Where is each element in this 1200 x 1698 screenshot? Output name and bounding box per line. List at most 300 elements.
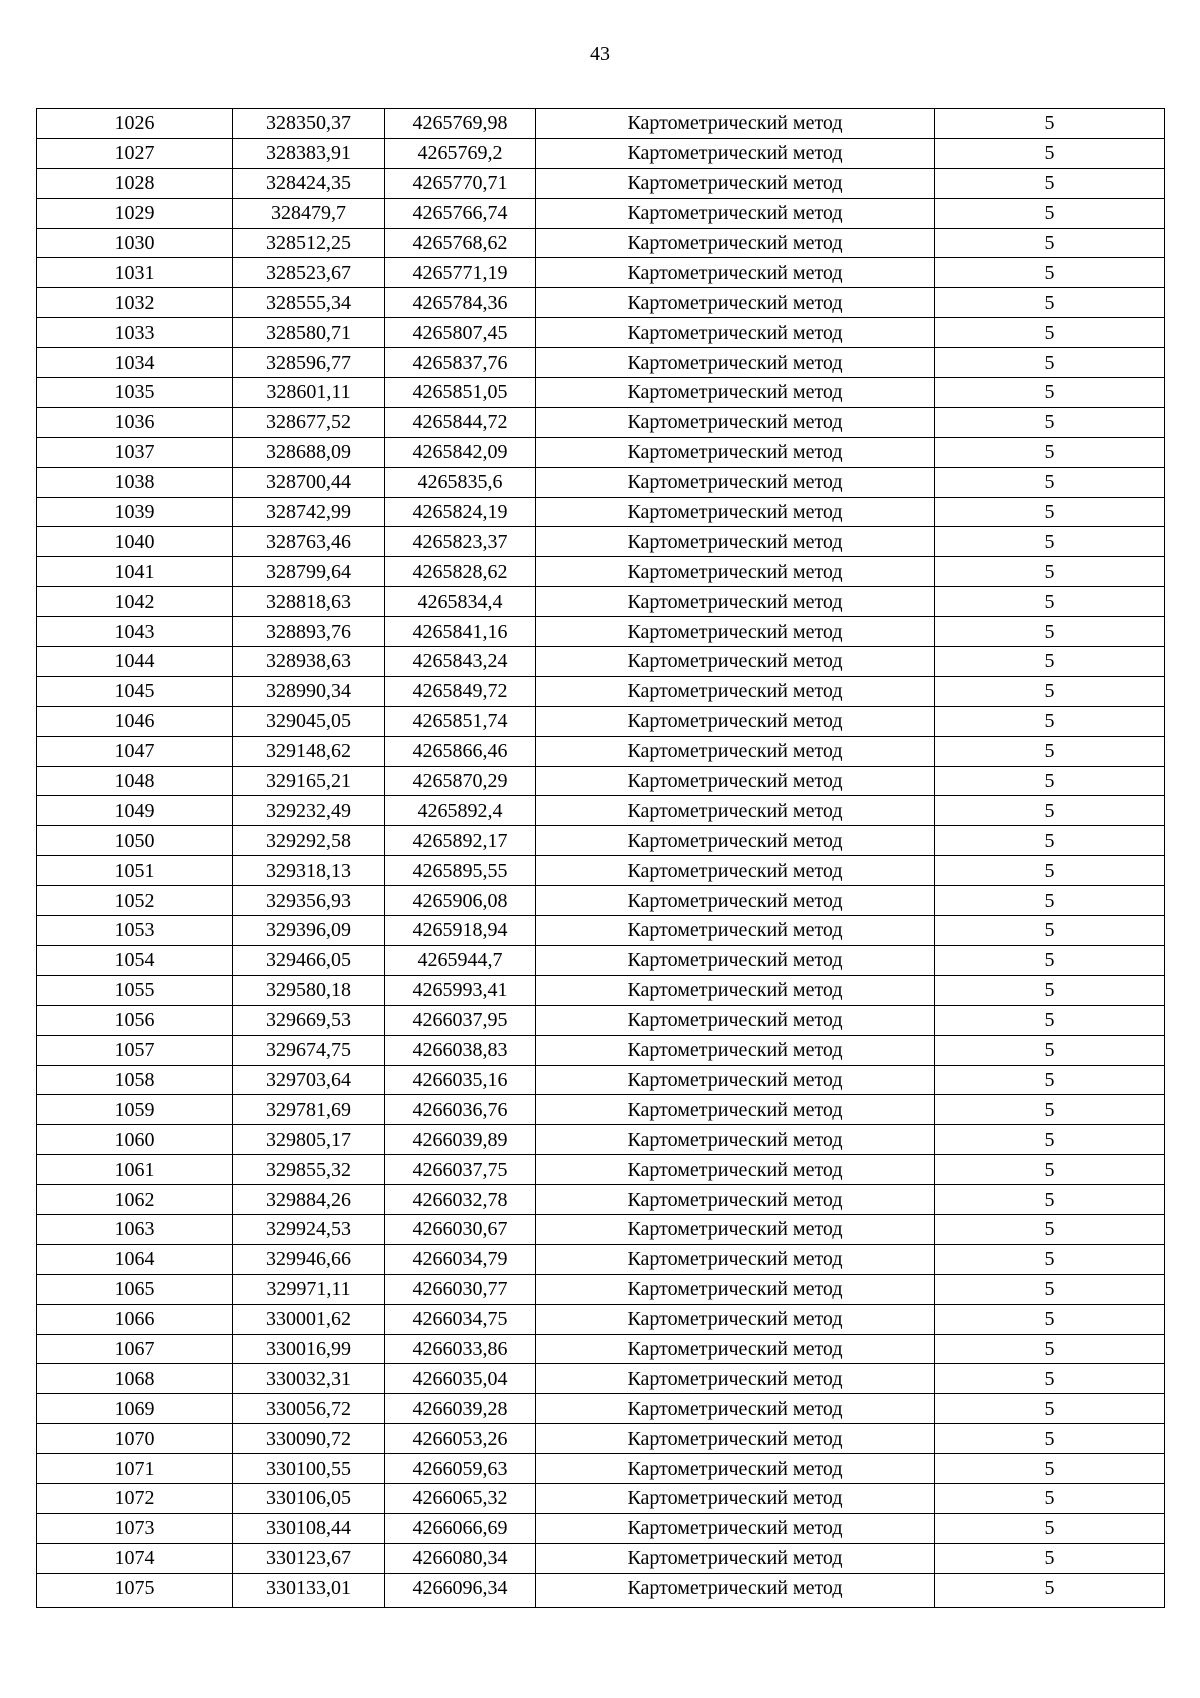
table-row — [37, 527, 1165, 557]
method-cell: Картометрический метод — [536, 288, 935, 318]
point-number-cell: 1049 — [37, 796, 233, 826]
table-row — [37, 198, 1165, 228]
point-number-cell: 1033 — [37, 318, 233, 348]
method-cell: Картометрический метод — [536, 1155, 935, 1185]
point-number-cell: 1058 — [37, 1065, 233, 1095]
y-coordinate-cell: 4265807,45 — [385, 318, 536, 348]
page-number: 43 — [590, 43, 610, 65]
table-row — [37, 975, 1165, 1005]
table-row — [37, 1454, 1165, 1484]
y-coordinate-cell: 4265851,05 — [385, 378, 536, 408]
point-number-cell: 1032 — [37, 288, 233, 318]
x-coordinate-cell: 329971,11 — [233, 1274, 385, 1304]
x-coordinate-cell: 329884,26 — [233, 1185, 385, 1215]
method-cell: Картометрический метод — [536, 1274, 935, 1304]
table-row — [37, 1304, 1165, 1334]
method-cell: Картометрический метод — [536, 826, 935, 856]
x-coordinate-cell: 328938,63 — [233, 647, 385, 677]
y-coordinate-cell: 4265906,08 — [385, 886, 536, 916]
y-coordinate-cell: 4265771,19 — [385, 258, 536, 288]
accuracy-cell: 5 — [935, 1185, 1165, 1215]
method-cell: Картометрический метод — [536, 258, 935, 288]
method-cell: Картометрический метод — [536, 676, 935, 706]
x-coordinate-cell: 328383,91 — [233, 138, 385, 168]
x-coordinate-cell: 328596,77 — [233, 348, 385, 378]
method-cell: Картометрический метод — [536, 527, 935, 557]
accuracy-cell: 5 — [935, 1364, 1165, 1394]
point-number-cell: 1034 — [37, 348, 233, 378]
point-number-cell: 1030 — [37, 228, 233, 258]
table-row — [37, 1543, 1165, 1573]
y-coordinate-cell: 4266066,69 — [385, 1513, 536, 1543]
y-coordinate-cell: 4266053,26 — [385, 1424, 536, 1454]
y-coordinate-cell: 4266039,28 — [385, 1394, 536, 1424]
point-number-cell: 1073 — [37, 1513, 233, 1543]
table-row — [37, 1155, 1165, 1185]
table-row — [37, 1005, 1165, 1035]
y-coordinate-cell: 4265768,62 — [385, 228, 536, 258]
method-cell: Картометрический метод — [536, 706, 935, 736]
x-coordinate-cell: 328763,46 — [233, 527, 385, 557]
x-coordinate-cell: 328677,52 — [233, 407, 385, 437]
accuracy-cell: 5 — [935, 736, 1165, 766]
point-number-cell: 1056 — [37, 1005, 233, 1035]
y-coordinate-cell: 4265823,37 — [385, 527, 536, 557]
accuracy-cell: 5 — [935, 1065, 1165, 1095]
table-row — [37, 348, 1165, 378]
y-coordinate-cell: 4266059,63 — [385, 1454, 536, 1484]
method-cell: Картометрический метод — [536, 945, 935, 975]
point-number-cell: 1061 — [37, 1155, 233, 1185]
x-coordinate-cell: 329165,21 — [233, 766, 385, 796]
table-row — [37, 1095, 1165, 1125]
y-coordinate-cell: 4266032,78 — [385, 1185, 536, 1215]
method-cell: Картометрический метод — [536, 766, 935, 796]
accuracy-cell: 5 — [935, 1274, 1165, 1304]
point-number-cell: 1041 — [37, 557, 233, 587]
table-row — [37, 1244, 1165, 1274]
method-cell: Картометрический метод — [536, 407, 935, 437]
point-number-cell: 1051 — [37, 856, 233, 886]
method-cell: Картометрический метод — [536, 1185, 935, 1215]
accuracy-cell: 5 — [935, 1005, 1165, 1035]
table-row — [37, 407, 1165, 437]
x-coordinate-cell: 328799,64 — [233, 557, 385, 587]
point-number-cell: 1028 — [37, 168, 233, 198]
method-cell: Картометрический метод — [536, 647, 935, 677]
method-cell: Картометрический метод — [536, 886, 935, 916]
method-cell: Картометрический метод — [536, 1304, 935, 1334]
y-coordinate-cell: 4265844,72 — [385, 407, 536, 437]
x-coordinate-cell: 328479,7 — [233, 198, 385, 228]
y-coordinate-cell: 4265993,41 — [385, 975, 536, 1005]
y-coordinate-cell: 4266035,04 — [385, 1364, 536, 1394]
point-number-cell: 1053 — [37, 916, 233, 946]
coordinates-table-body — [37, 109, 1165, 1608]
point-number-cell: 1071 — [37, 1454, 233, 1484]
method-cell: Картометрический метод — [536, 1095, 935, 1125]
table-row — [37, 916, 1165, 946]
point-number-cell: 1048 — [37, 766, 233, 796]
point-number-cell: 1039 — [37, 497, 233, 527]
table-row — [37, 1125, 1165, 1155]
table-row — [37, 1573, 1165, 1607]
method-cell: Картометрический метод — [536, 1065, 935, 1095]
table-row — [37, 1185, 1165, 1215]
accuracy-cell: 5 — [935, 617, 1165, 647]
x-coordinate-cell: 328350,37 — [233, 109, 385, 139]
y-coordinate-cell: 4265769,98 — [385, 109, 536, 139]
table-row — [37, 587, 1165, 617]
accuracy-cell: 5 — [935, 1513, 1165, 1543]
accuracy-cell: 5 — [935, 796, 1165, 826]
y-coordinate-cell: 4265892,17 — [385, 826, 536, 856]
method-cell: Картометрический метод — [536, 975, 935, 1005]
accuracy-cell: 5 — [935, 258, 1165, 288]
x-coordinate-cell: 329781,69 — [233, 1095, 385, 1125]
table-row — [37, 766, 1165, 796]
x-coordinate-cell: 329318,13 — [233, 856, 385, 886]
point-number-cell: 1070 — [37, 1424, 233, 1454]
method-cell: Картометрический метод — [536, 1394, 935, 1424]
table-row — [37, 1483, 1165, 1513]
point-number-cell: 1044 — [37, 647, 233, 677]
point-number-cell: 1068 — [37, 1364, 233, 1394]
method-cell: Картометрический метод — [536, 1214, 935, 1244]
table-row — [37, 138, 1165, 168]
y-coordinate-cell: 4266037,95 — [385, 1005, 536, 1035]
table-row — [37, 497, 1165, 527]
point-number-cell: 1050 — [37, 826, 233, 856]
x-coordinate-cell: 329356,93 — [233, 886, 385, 916]
method-cell: Картометрический метод — [536, 1125, 935, 1155]
accuracy-cell: 5 — [935, 378, 1165, 408]
x-coordinate-cell: 330090,72 — [233, 1424, 385, 1454]
y-coordinate-cell: 4265828,62 — [385, 557, 536, 587]
x-coordinate-cell: 330123,67 — [233, 1543, 385, 1573]
method-cell: Картометрический метод — [536, 318, 935, 348]
y-coordinate-cell: 4265770,71 — [385, 168, 536, 198]
accuracy-cell: 5 — [935, 497, 1165, 527]
point-number-cell: 1059 — [37, 1095, 233, 1125]
x-coordinate-cell: 329805,17 — [233, 1125, 385, 1155]
y-coordinate-cell: 4265842,09 — [385, 437, 536, 467]
point-number-cell: 1066 — [37, 1304, 233, 1334]
x-coordinate-cell: 329946,66 — [233, 1244, 385, 1274]
y-coordinate-cell: 4266034,79 — [385, 1244, 536, 1274]
y-coordinate-cell: 4266037,75 — [385, 1155, 536, 1185]
point-number-cell: 1074 — [37, 1543, 233, 1573]
x-coordinate-cell: 329292,58 — [233, 826, 385, 856]
table-row — [37, 647, 1165, 677]
point-number-cell: 1037 — [37, 437, 233, 467]
table-row — [37, 1065, 1165, 1095]
accuracy-cell: 5 — [935, 676, 1165, 706]
accuracy-cell: 5 — [935, 228, 1165, 258]
accuracy-cell: 5 — [935, 1573, 1165, 1607]
accuracy-cell: 5 — [935, 1035, 1165, 1065]
y-coordinate-cell: 4266065,32 — [385, 1483, 536, 1513]
method-cell: Картометрический метод — [536, 1005, 935, 1035]
x-coordinate-cell: 328700,44 — [233, 467, 385, 497]
table-row — [37, 109, 1165, 139]
y-coordinate-cell: 4266030,67 — [385, 1214, 536, 1244]
x-coordinate-cell: 330001,62 — [233, 1304, 385, 1334]
method-cell: Картометрический метод — [536, 228, 935, 258]
point-number-cell: 1057 — [37, 1035, 233, 1065]
x-coordinate-cell: 329045,05 — [233, 706, 385, 736]
point-number-cell: 1036 — [37, 407, 233, 437]
x-coordinate-cell: 328688,09 — [233, 437, 385, 467]
point-number-cell: 1069 — [37, 1394, 233, 1424]
method-cell: Картометрический метод — [536, 168, 935, 198]
table-row — [37, 1513, 1165, 1543]
y-coordinate-cell: 4265866,46 — [385, 736, 536, 766]
table-row — [37, 617, 1165, 647]
y-coordinate-cell: 4265895,55 — [385, 856, 536, 886]
y-coordinate-cell: 4265843,24 — [385, 647, 536, 677]
x-coordinate-cell: 328601,11 — [233, 378, 385, 408]
table-row — [37, 318, 1165, 348]
table-row — [37, 1364, 1165, 1394]
accuracy-cell: 5 — [935, 587, 1165, 617]
y-coordinate-cell: 4265870,29 — [385, 766, 536, 796]
x-coordinate-cell: 330032,31 — [233, 1364, 385, 1394]
accuracy-cell: 5 — [935, 1334, 1165, 1364]
method-cell: Картометрический метод — [536, 587, 935, 617]
method-cell: Картометрический метод — [536, 1483, 935, 1513]
accuracy-cell: 5 — [935, 288, 1165, 318]
y-coordinate-cell: 4265769,2 — [385, 138, 536, 168]
method-cell: Картометрический метод — [536, 378, 935, 408]
coordinates-table — [36, 108, 1165, 1608]
accuracy-cell: 5 — [935, 1483, 1165, 1513]
y-coordinate-cell: 4265841,16 — [385, 617, 536, 647]
method-cell: Картометрический метод — [536, 467, 935, 497]
accuracy-cell: 5 — [935, 856, 1165, 886]
method-cell: Картометрический метод — [536, 617, 935, 647]
accuracy-cell: 5 — [935, 1155, 1165, 1185]
accuracy-cell: 5 — [935, 437, 1165, 467]
y-coordinate-cell: 4266096,34 — [385, 1573, 536, 1607]
y-coordinate-cell: 4266030,77 — [385, 1274, 536, 1304]
y-coordinate-cell: 4266036,76 — [385, 1095, 536, 1125]
table-row — [37, 856, 1165, 886]
accuracy-cell: 5 — [935, 348, 1165, 378]
table-row — [37, 886, 1165, 916]
accuracy-cell: 5 — [935, 1454, 1165, 1484]
x-coordinate-cell: 330016,99 — [233, 1334, 385, 1364]
table-row — [37, 557, 1165, 587]
y-coordinate-cell: 4266038,83 — [385, 1035, 536, 1065]
point-number-cell: 1027 — [37, 138, 233, 168]
y-coordinate-cell: 4265835,6 — [385, 467, 536, 497]
method-cell: Картометрический метод — [536, 1543, 935, 1573]
x-coordinate-cell: 329669,53 — [233, 1005, 385, 1035]
x-coordinate-cell: 328512,25 — [233, 228, 385, 258]
table-row — [37, 378, 1165, 408]
x-coordinate-cell: 330106,05 — [233, 1483, 385, 1513]
x-coordinate-cell: 329396,09 — [233, 916, 385, 946]
x-coordinate-cell: 329855,32 — [233, 1155, 385, 1185]
method-cell: Картометрический метод — [536, 138, 935, 168]
accuracy-cell: 5 — [935, 1543, 1165, 1573]
accuracy-cell: 5 — [935, 1394, 1165, 1424]
point-number-cell: 1065 — [37, 1274, 233, 1304]
method-cell: Картометрический метод — [536, 348, 935, 378]
accuracy-cell: 5 — [935, 647, 1165, 677]
y-coordinate-cell: 4266035,16 — [385, 1065, 536, 1095]
accuracy-cell: 5 — [935, 318, 1165, 348]
point-number-cell: 1063 — [37, 1214, 233, 1244]
table-row — [37, 258, 1165, 288]
accuracy-cell: 5 — [935, 706, 1165, 736]
y-coordinate-cell: 4265834,4 — [385, 587, 536, 617]
x-coordinate-cell: 328424,35 — [233, 168, 385, 198]
x-coordinate-cell: 330133,01 — [233, 1573, 385, 1607]
accuracy-cell: 5 — [935, 1424, 1165, 1454]
table-row — [37, 945, 1165, 975]
x-coordinate-cell: 330056,72 — [233, 1394, 385, 1424]
accuracy-cell: 5 — [935, 168, 1165, 198]
x-coordinate-cell: 329148,62 — [233, 736, 385, 766]
accuracy-cell: 5 — [935, 467, 1165, 497]
y-coordinate-cell: 4265851,74 — [385, 706, 536, 736]
accuracy-cell: 5 — [935, 1125, 1165, 1155]
point-number-cell: 1055 — [37, 975, 233, 1005]
accuracy-cell: 5 — [935, 1095, 1165, 1125]
method-cell: Картометрический метод — [536, 856, 935, 886]
table-row — [37, 1424, 1165, 1454]
accuracy-cell: 5 — [935, 198, 1165, 228]
method-cell: Картометрический метод — [536, 736, 935, 766]
method-cell: Картометрический метод — [536, 1454, 935, 1484]
point-number-cell: 1026 — [37, 109, 233, 139]
method-cell: Картометрический метод — [536, 437, 935, 467]
method-cell: Картометрический метод — [536, 916, 935, 946]
point-number-cell: 1038 — [37, 467, 233, 497]
point-number-cell: 1047 — [37, 736, 233, 766]
accuracy-cell: 5 — [935, 916, 1165, 946]
x-coordinate-cell: 328555,34 — [233, 288, 385, 318]
y-coordinate-cell: 4266033,86 — [385, 1334, 536, 1364]
method-cell: Картометрический метод — [536, 198, 935, 228]
method-cell: Картометрический метод — [536, 1364, 935, 1394]
y-coordinate-cell: 4266039,89 — [385, 1125, 536, 1155]
method-cell: Картометрический метод — [536, 1573, 935, 1607]
x-coordinate-cell: 328893,76 — [233, 617, 385, 647]
method-cell: Картометрический метод — [536, 1035, 935, 1065]
y-coordinate-cell: 4265892,4 — [385, 796, 536, 826]
accuracy-cell: 5 — [935, 945, 1165, 975]
x-coordinate-cell: 330108,44 — [233, 1513, 385, 1543]
y-coordinate-cell: 4266080,34 — [385, 1543, 536, 1573]
y-coordinate-cell: 4265766,74 — [385, 198, 536, 228]
point-number-cell: 1035 — [37, 378, 233, 408]
accuracy-cell: 5 — [935, 557, 1165, 587]
method-cell: Картометрический метод — [536, 557, 935, 587]
table-row — [37, 228, 1165, 258]
point-number-cell: 1040 — [37, 527, 233, 557]
accuracy-cell: 5 — [935, 975, 1165, 1005]
accuracy-cell: 5 — [935, 138, 1165, 168]
accuracy-cell: 5 — [935, 886, 1165, 916]
table-row — [37, 736, 1165, 766]
point-number-cell: 1064 — [37, 1244, 233, 1274]
method-cell: Картометрический метод — [536, 1513, 935, 1543]
table-row — [37, 676, 1165, 706]
point-number-cell: 1067 — [37, 1334, 233, 1364]
table-row — [37, 1035, 1165, 1065]
accuracy-cell: 5 — [935, 766, 1165, 796]
x-coordinate-cell: 329674,75 — [233, 1035, 385, 1065]
y-coordinate-cell: 4265837,76 — [385, 348, 536, 378]
point-number-cell: 1029 — [37, 198, 233, 228]
x-coordinate-cell: 329466,05 — [233, 945, 385, 975]
table-row — [37, 467, 1165, 497]
method-cell: Картометрический метод — [536, 497, 935, 527]
point-number-cell: 1031 — [37, 258, 233, 288]
x-coordinate-cell: 328990,34 — [233, 676, 385, 706]
point-number-cell: 1072 — [37, 1483, 233, 1513]
y-coordinate-cell: 4265849,72 — [385, 676, 536, 706]
table-row — [37, 1394, 1165, 1424]
x-coordinate-cell: 328742,99 — [233, 497, 385, 527]
accuracy-cell: 5 — [935, 1244, 1165, 1274]
method-cell: Картометрический метод — [536, 1424, 935, 1454]
table-row — [37, 796, 1165, 826]
table-row — [37, 1334, 1165, 1364]
accuracy-cell: 5 — [935, 109, 1165, 139]
accuracy-cell: 5 — [935, 1304, 1165, 1334]
table-row — [37, 168, 1165, 198]
method-cell: Картометрический метод — [536, 1244, 935, 1274]
x-coordinate-cell: 329580,18 — [233, 975, 385, 1005]
y-coordinate-cell: 4265918,94 — [385, 916, 536, 946]
x-coordinate-cell: 330100,55 — [233, 1454, 385, 1484]
accuracy-cell: 5 — [935, 1214, 1165, 1244]
table-row — [37, 706, 1165, 736]
y-coordinate-cell: 4265944,7 — [385, 945, 536, 975]
table-row — [37, 288, 1165, 318]
x-coordinate-cell: 328818,63 — [233, 587, 385, 617]
point-number-cell: 1042 — [37, 587, 233, 617]
point-number-cell: 1060 — [37, 1125, 233, 1155]
point-number-cell: 1043 — [37, 617, 233, 647]
y-coordinate-cell: 4265824,19 — [385, 497, 536, 527]
method-cell: Картометрический метод — [536, 796, 935, 826]
point-number-cell: 1054 — [37, 945, 233, 975]
accuracy-cell: 5 — [935, 826, 1165, 856]
point-number-cell: 1062 — [37, 1185, 233, 1215]
y-coordinate-cell: 4266034,75 — [385, 1304, 536, 1334]
accuracy-cell: 5 — [935, 407, 1165, 437]
point-number-cell: 1075 — [37, 1573, 233, 1607]
table-row — [37, 1274, 1165, 1304]
point-number-cell: 1045 — [37, 676, 233, 706]
method-cell: Картометрический метод — [536, 109, 935, 139]
x-coordinate-cell: 329232,49 — [233, 796, 385, 826]
x-coordinate-cell: 329924,53 — [233, 1214, 385, 1244]
y-coordinate-cell: 4265784,36 — [385, 288, 536, 318]
method-cell: Картометрический метод — [536, 1334, 935, 1364]
table-row — [37, 437, 1165, 467]
point-number-cell: 1052 — [37, 886, 233, 916]
x-coordinate-cell: 328523,67 — [233, 258, 385, 288]
table-row — [37, 1214, 1165, 1244]
accuracy-cell: 5 — [935, 527, 1165, 557]
point-number-cell: 1046 — [37, 706, 233, 736]
